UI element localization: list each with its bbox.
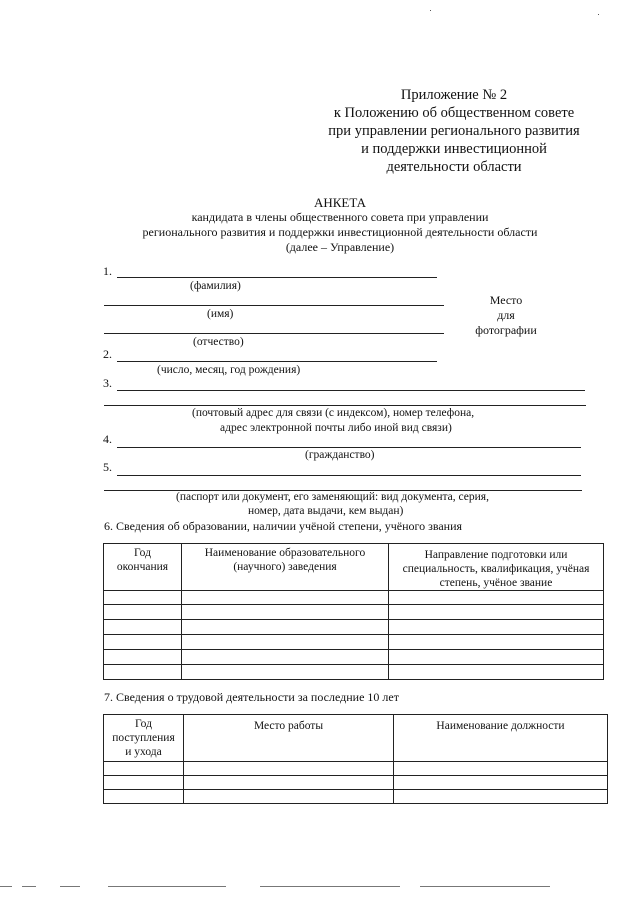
appendix-line: при управлении регионального развития: [328, 123, 580, 139]
table-row: [104, 605, 604, 620]
table-row: [104, 790, 608, 804]
photo-label: для: [497, 308, 515, 322]
table-cell[interactable]: [104, 790, 184, 804]
form-heading: [100, 195, 580, 255]
scan-edge-mark: [420, 886, 550, 887]
table-row: [104, 620, 604, 635]
passport-caption: (паспорт или документ, его заменяющий: вид документа, серия,: [176, 491, 489, 503]
table-cell[interactable]: [389, 635, 604, 650]
table-cell[interactable]: [182, 650, 389, 665]
employment-header-workplace: Место работы: [184, 715, 394, 762]
section-7-title: 7. Сведения о трудовой деятельности за последние 10 лет: [104, 690, 399, 704]
name-line[interactable]: [104, 305, 444, 306]
table-cell[interactable]: [104, 635, 182, 650]
scan-edge-mark: [108, 886, 226, 887]
photo-label: фотографии: [475, 323, 537, 337]
photo-placeholder: [456, 293, 556, 338]
table-cell[interactable]: [182, 620, 389, 635]
patronymic-caption: (отчество): [193, 336, 244, 348]
scan-edge-mark: [22, 886, 36, 887]
passport-caption: номер, дата выдачи, кем выдан): [248, 505, 404, 517]
citizenship-caption: (гражданство): [305, 449, 375, 461]
field-number-3: 3.: [103, 376, 112, 390]
table-cell[interactable]: [182, 665, 389, 680]
surname-line[interactable]: [117, 277, 437, 278]
field-number-4: 4.: [103, 432, 112, 446]
table-cell[interactable]: [389, 665, 604, 680]
table-cell[interactable]: [104, 591, 182, 605]
table-cell[interactable]: [184, 776, 394, 790]
appendix-header: [320, 86, 588, 176]
table-cell[interactable]: [104, 776, 184, 790]
table-row: [104, 591, 604, 605]
education-header-institution: Наименование образовательного (научного) заведения: [182, 544, 389, 591]
name-caption: (имя): [207, 308, 234, 320]
table-cell[interactable]: [104, 620, 182, 635]
education-header-specialty: Направление подготовки или специальность, квалификация, учёная степень, учёное звание: [389, 544, 604, 591]
table-cell[interactable]: [104, 605, 182, 620]
table-cell[interactable]: [104, 762, 184, 776]
patronymic-line[interactable]: [104, 333, 444, 334]
employment-header-position: Наименование должности: [394, 715, 608, 762]
appendix-line: к Положению об общественном совете: [333, 105, 575, 121]
field-number-2: 2.: [103, 347, 112, 361]
table-cell[interactable]: [389, 620, 604, 635]
education-header-year: Год окончания: [104, 544, 182, 591]
address-line[interactable]: [104, 405, 586, 406]
employment-header-years: Год поступления и ухода: [104, 715, 184, 762]
table-cell[interactable]: [182, 605, 389, 620]
table-cell[interactable]: [182, 635, 389, 650]
appendix-line: деятельности области: [386, 159, 522, 175]
education-table: [103, 543, 604, 680]
table-cell[interactable]: [182, 591, 389, 605]
birth-date-line[interactable]: [117, 361, 437, 362]
table-cell[interactable]: [184, 762, 394, 776]
address-line[interactable]: [117, 390, 585, 391]
table-cell[interactable]: [104, 665, 182, 680]
section-6-title: 6. Сведения об образовании, наличии учёной степени, учёного звания: [104, 519, 463, 533]
table-row: [104, 635, 604, 650]
address-caption: (почтовый адрес для связи (с индексом), номер телефона,: [192, 407, 475, 419]
photo-label: Место: [489, 293, 523, 307]
employment-table: [103, 714, 608, 804]
table-cell[interactable]: [104, 650, 182, 665]
table-cell[interactable]: [394, 762, 608, 776]
form-title: АНКЕТА: [313, 195, 367, 210]
scan-speck: [430, 10, 431, 11]
scan-edge-mark: [0, 886, 12, 887]
table-row: [104, 665, 604, 680]
table-row: [104, 776, 608, 790]
table-cell[interactable]: [184, 790, 394, 804]
scan-edge-mark: [60, 886, 80, 887]
table-cell[interactable]: [389, 591, 604, 605]
table-cell[interactable]: [394, 776, 608, 790]
appendix-number: Приложение № 2: [400, 87, 508, 103]
appendix-line: и поддержки инвестиционной: [361, 141, 547, 157]
scan-edge-mark: [260, 886, 400, 887]
form-subtitle: кандидата в члены общественного совета при управлении: [191, 210, 489, 224]
form-subtitle: регионального развития и поддержки инвестиционной деятельности области: [142, 225, 538, 239]
table-cell[interactable]: [389, 650, 604, 665]
form-subtitle: (далее – Управление): [285, 240, 395, 254]
address-caption: адрес электронной почты либо иной вид связи): [220, 422, 452, 434]
surname-caption: (фамилия): [190, 280, 241, 292]
table-cell[interactable]: [394, 790, 608, 804]
field-number-1: 1.: [103, 264, 112, 278]
birth-date-caption: (число, месяц, год рождения): [157, 364, 301, 376]
citizenship-line[interactable]: [117, 447, 581, 448]
table-cell[interactable]: [389, 605, 604, 620]
table-row: [104, 762, 608, 776]
scan-speck: [598, 14, 599, 15]
field-number-5: 5.: [103, 460, 112, 474]
table-row: [104, 650, 604, 665]
passport-line[interactable]: [117, 475, 581, 476]
